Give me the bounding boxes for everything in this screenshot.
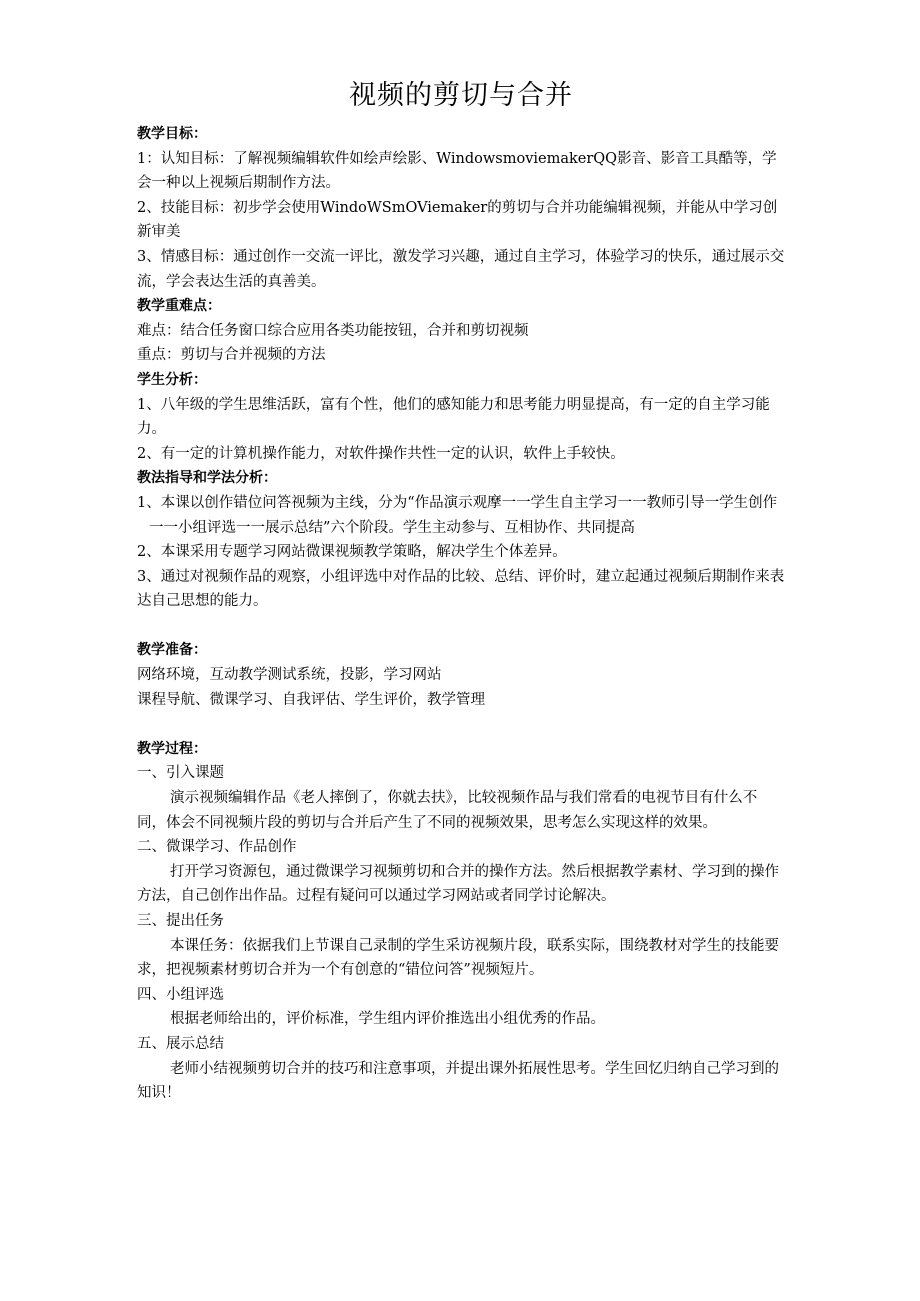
preparation-item: 网络环境，互动教学测试系统，投影，学习网站 xyxy=(137,667,442,684)
focus-text: 重点：剪切与合并视频的方法 xyxy=(137,347,326,364)
method-item: 2、本课采用专题学习网站微课视频教学策略，解决学生个体差异。 xyxy=(137,544,567,561)
process-section-body: 本课任务：依据我们上节课自己录制的学生采访视频片段，联系实际，围绕教材对学生的技能要求，把视频素材剪切合并为一个有创意的“错位问答”视频短片。 xyxy=(137,937,779,979)
process-heading: 教学过程： xyxy=(137,740,207,757)
document-page xyxy=(137,76,785,1106)
process-section-title: 五、展示总结 xyxy=(137,1035,224,1052)
objective-item: 3、情感目标：通过创作一交流一评比，激发学习兴趣，通过自主学习，体验学习的快乐，通过展示交流，学会表达生活的真善美。 xyxy=(137,248,785,290)
process-section-body: 根据老师给出的，评价标准，学生组内评价推选出小组优秀的作品。 xyxy=(170,1011,605,1028)
difficulty-text: 难点：结合任务窗口综合应用各类功能按钮，合并和剪切视频 xyxy=(137,322,529,339)
student-analysis-item: 1、八年级的学生思维活跃，富有个性，他们的感知能力和思考能力明显提高，有一定的自主学习能力。 xyxy=(137,396,770,438)
spacer xyxy=(137,712,785,737)
methods-heading: 教法指导和学法分析： xyxy=(137,470,277,487)
process-section-body: 演示视频编辑作品《老人摔倒了，你就去扶》，比较视频作品与我们常看的电视节目有什么不同，体会不同视频片段的剪切与合并后产生了不同的视频效果，思考怎么实现这样的效果。 xyxy=(137,790,758,831)
process-section-title: 一、引入课题 xyxy=(137,765,224,782)
key-points-heading: 教学重难点： xyxy=(137,298,221,315)
method-item: 3、通过对视频作品的观察，小组评选中对作品的比较、总结、评价时，建立起通过视频后期制作来表达自己思想的能力。 xyxy=(137,568,785,610)
students-heading: 学生分析： xyxy=(137,371,207,388)
objective-item: 1：认知目标：了解视频编辑软件如绘声绘影、WindowsmoviemakerQQ影音、影音工具酷等，学会一种以上视频后期制作方法。 xyxy=(137,150,777,192)
process-section-body: 老师小结视频剪切合并的技巧和注意事项，并提出课外拓展性思考。学生回忆归纳自己学习到的知识！ xyxy=(137,1060,779,1102)
page-title: 视频的剪切与合并 xyxy=(349,80,573,111)
preparation-item: 课程导航、微课学习、自我评估、学生评价，教学管理 xyxy=(137,691,485,708)
process-section-title: 二、微课学习、作品创作 xyxy=(137,839,297,856)
preparation-heading: 教学准备： xyxy=(137,642,207,659)
student-analysis-item: 2、有一定的计算机操作能力，对软件操作共性一定的认识，软件上手较快。 xyxy=(137,445,625,462)
process-section-title: 三、提出任务 xyxy=(137,913,224,929)
objective-item: 2、技能目标：初步学会使用WindoWSmOViemaker的剪切与合并功能编辑视频，并能从中学习创新审美 xyxy=(137,199,778,241)
process-section-title: 四、小组评选 xyxy=(137,986,224,1003)
method-item: 1、本课以创作错位问答视频为主线，分为“作品演示观摩一一学生自主学习一一教师引导一学生创作一一小组评选一一展示总结”六个阶段。学生主动参与、互相协作、共同提高 xyxy=(137,494,778,536)
spacer xyxy=(137,614,785,639)
process-section-body: 打开学习资源包，通过微课学习视频剪切和合并的操作方法。然后根据教学素材、学习到的操作方法，自己创作出作品。过程有疑问可以通过学习网站或者同学讨论解决。 xyxy=(137,863,779,905)
objectives-heading: 教学目标： xyxy=(137,126,207,142)
